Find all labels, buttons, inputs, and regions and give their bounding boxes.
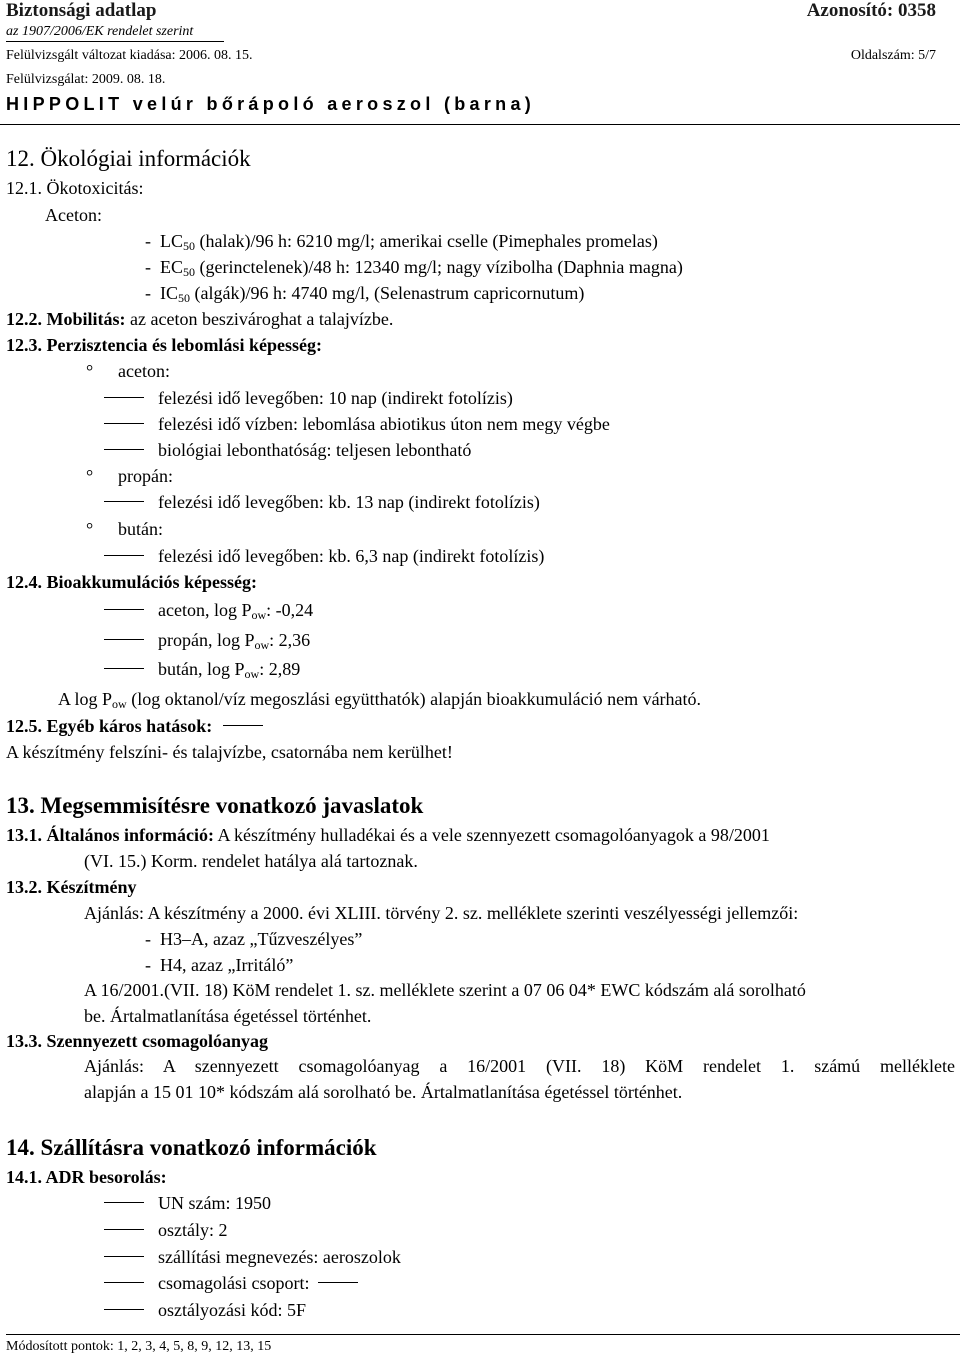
long-dash	[104, 1309, 144, 1310]
review-date: Felülvizsgálat: 2009. 08. 18.	[6, 72, 166, 87]
product-name: HIPPOLIT velúr bőrápoló aeroszol (barna)	[6, 94, 536, 114]
section-12-5-text: A készítmény felszíni- és talajvízbe, csatornába nem kerülhet!	[6, 742, 453, 762]
kom-line-1: A 16/2001.(VII. 18) KöM rendelet 1. sz. melléklete szerint a 07 06 04* EWC kódszám alá sorolható	[84, 980, 806, 1000]
long-dash	[104, 609, 144, 610]
section-12-4-heading: 12.4. Bioakkumulációs képesség:	[6, 572, 258, 592]
section-13-2-heading: 13.2. Készítmény	[6, 877, 137, 897]
shipping-name: szállítási megnevezés: aeroszolok	[104, 1246, 401, 1268]
long-dash	[104, 1256, 144, 1257]
section-12-1-heading: 12.1. Ökotoxicitás:	[6, 178, 144, 198]
long-dash	[223, 725, 263, 726]
logpow-note: A $\log P_{ow}$ (log oktanol/víz megoszlási együtthatók) alapján bioakkumuláció nem várható.	[58, 689, 702, 711]
regulation-reference: az 1907/2006/EK rendelet szerint	[6, 24, 194, 39]
butan-label: bután:	[118, 519, 163, 539]
footer-rule	[6, 1334, 960, 1335]
section-13-3-heading: 13.3. Szennyezett csomagolóanyag	[6, 1031, 268, 1051]
section-13-title: 13. Megsemmisítésre vonatkozó javaslatok	[6, 793, 424, 818]
section-13-2-text: Ajánlás: A készítmény a 2000. évi XLIII. törvény 2. sz. melléklete szerinti veszélyességi jellemzői:	[84, 903, 799, 923]
ec50-line: - $EC_{50}$ (gerinctelenek)/48 h: 12340 mg/l; nagy vízibolha (Daphnia magna)	[145, 257, 683, 279]
long-dash	[104, 1202, 144, 1203]
degree-bullet: °	[86, 361, 94, 381]
aceton-sub-label: aceton:	[118, 361, 170, 381]
propan-label: propán:	[118, 466, 173, 486]
aceton-logpow: aceton, $\log P_{ow}$: -0,24	[104, 599, 313, 621]
adr-class: osztály: 2	[104, 1219, 228, 1241]
section-12-5: 12.5. Egyéb káros hatások:	[6, 715, 277, 737]
propan-air-halflife: felezési idő levegőben: kb. 13 nap (indirekt fotolízis)	[104, 491, 540, 513]
document-id: Azonosító: 0358	[806, 0, 936, 21]
aceton-biodegradability: biológiai lebonthatóság: teljesen lebontható	[104, 439, 471, 461]
degree-bullet: °	[86, 466, 94, 486]
long-dash	[104, 668, 144, 669]
modified-points: Módosított pontok: 1, 2, 3, 4, 5, 8, 9, 12, 13, 15	[6, 1339, 272, 1354]
classification-code: osztályozási kód: 5F	[104, 1299, 306, 1321]
bullet-dash: -	[145, 257, 160, 277]
un-number: UN szám: 1950	[104, 1192, 271, 1214]
section-13-3-text-1: Ajánlás: A szennyezett csomagolóanyag a 16/2001 (VII. 18) KöM rendelet 1. számú melléklete	[84, 1056, 955, 1076]
long-dash	[104, 397, 144, 398]
section-13-1-cont: (VI. 15.) Korm. rendelet hatálya alá tartoznak.	[84, 851, 418, 871]
section-13-1: 13.1. Általános információ: A készítmény hulladékai és a vele szennyezett csomagolóanyagok a 98/2001	[6, 825, 770, 845]
aceton-label: Aceton:	[45, 205, 102, 225]
aceton-air-halflife: felezési idő levegőben: 10 nap (indirekt fotolízis)	[104, 387, 513, 409]
h4-line: - H4, azaz „Irritáló”	[145, 955, 294, 975]
packing-group: csomagolási csoport:	[104, 1272, 372, 1294]
regulation-underline	[6, 41, 224, 42]
page-number: Oldalszám: 5/7	[850, 48, 936, 63]
long-dash	[104, 639, 144, 640]
long-dash	[104, 1229, 144, 1230]
propan-logpow: propán, $\log P_{ow}$: 2,36	[104, 629, 310, 651]
section-12-2: 12.2. Mobilitás: az aceton beszivároghat a talajvízbe.	[6, 309, 394, 329]
kom-line-2: be. Ártalmatlanítása égetéssel történhet.	[84, 1006, 372, 1026]
aceton-water-halflife: felezési idő vízben: lebomlása abiotikus úton nem megy végbe	[104, 413, 610, 435]
section-13-3-text-2: alapján a 15 01 10* kódszám alá sorolható be. Ártalmatlanítása égetéssel történhet.	[84, 1082, 683, 1102]
long-dash	[104, 501, 144, 502]
ic50-line: - $IC_{50}$ (algák)/96 h: 4740 mg/l, (Selenastrum capricornutum)	[145, 283, 585, 305]
bullet-dash: -	[145, 231, 160, 251]
section-14-1-heading: 14.1. ADR besorolás:	[6, 1167, 167, 1187]
long-dash	[104, 449, 144, 450]
revision-issued: Felülvizsgált változat kiadása: 2006. 08. 15.	[6, 48, 253, 63]
section-12-title: 12. Ökológiai információk	[6, 146, 251, 171]
degree-bullet: °	[86, 519, 94, 539]
h3-line: - H3–A, azaz „Tűzveszélyes”	[145, 929, 363, 949]
section-12-3-heading: 12.3. Perzisztencia és lebomlási képesség:	[6, 335, 322, 355]
long-dash	[104, 555, 144, 556]
butan-air-halflife: felezési idő levegőben: kb. 6,3 nap (indirekt fotolízis)	[104, 545, 544, 567]
long-dash	[318, 1282, 358, 1283]
long-dash	[104, 1282, 144, 1283]
bullet-dash: -	[145, 283, 160, 303]
document-title: Biztonsági adatlap	[6, 0, 157, 21]
butan-logpow: bután, $\log P_{ow}$: 2,89	[104, 658, 300, 680]
long-dash	[104, 423, 144, 424]
lc50-line: - $LC_{50}$ (halak)/96 h: 6210 mg/l; amerikai cselle (Pimephales promelas)	[145, 231, 658, 253]
header-rule	[0, 124, 960, 125]
section-14-title: 14. Szállításra vonatkozó információk	[6, 1135, 377, 1160]
